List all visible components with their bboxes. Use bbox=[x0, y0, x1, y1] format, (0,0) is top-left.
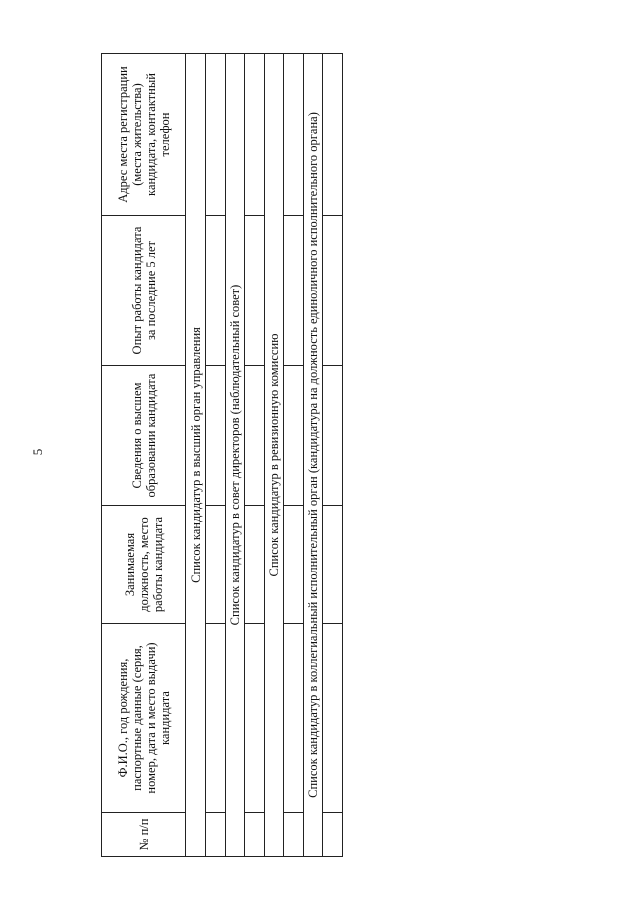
table-cell bbox=[284, 506, 304, 624]
section-title-executive-body: Список кандидатур в коллегиальный исполнительный орган (кандидатура на должность единоличного исполнительного органа) bbox=[303, 54, 323, 857]
table-cell bbox=[323, 624, 343, 813]
table-cell bbox=[206, 624, 226, 813]
section-title-governing-body: Список кандидатур в высший орган управления bbox=[186, 54, 206, 857]
table-cell bbox=[323, 216, 343, 366]
table-cell bbox=[245, 54, 265, 216]
table-cell bbox=[245, 216, 265, 366]
table-cell bbox=[245, 506, 265, 624]
table-cell bbox=[323, 366, 343, 506]
table-cell bbox=[206, 813, 226, 857]
table-cell bbox=[206, 366, 226, 506]
table-cell bbox=[206, 506, 226, 624]
candidates-table-rotated bbox=[101, 54, 343, 857]
header-position: Занимаемая должность, место работы кандидата bbox=[102, 506, 186, 624]
table-cell bbox=[323, 54, 343, 216]
section-title-audit-commission: Список кандидатур в ревизионную комиссию bbox=[264, 54, 284, 857]
section-row bbox=[225, 54, 245, 857]
table-header-row bbox=[102, 54, 186, 857]
header-education: Сведения о высшем образовании кандидата bbox=[102, 366, 186, 506]
section-title-board-of-directors: Список кандидатур в совет директоров (наблюдательный совет) bbox=[225, 54, 245, 857]
table-cell bbox=[206, 54, 226, 216]
table-row bbox=[206, 54, 226, 857]
table-cell bbox=[323, 813, 343, 857]
table-row bbox=[323, 54, 343, 857]
table-cell bbox=[284, 813, 304, 857]
table-cell bbox=[284, 216, 304, 366]
header-address: Адрес места регистрации (места жительства) кандидата, контактный телефон bbox=[102, 54, 186, 216]
header-experience: Опыт работы кандидата за последние 5 лет bbox=[102, 216, 186, 366]
section-row bbox=[303, 54, 323, 857]
table-cell bbox=[323, 506, 343, 624]
section-row bbox=[186, 54, 206, 857]
table-cell bbox=[245, 624, 265, 813]
table-cell bbox=[245, 813, 265, 857]
header-number: № п/п bbox=[102, 813, 186, 857]
table-cell bbox=[284, 366, 304, 506]
candidates-table bbox=[101, 53, 343, 857]
table-cell bbox=[284, 624, 304, 813]
table-row bbox=[284, 54, 304, 857]
table-cell bbox=[206, 216, 226, 366]
table-row bbox=[245, 54, 265, 857]
section-row bbox=[264, 54, 284, 857]
header-full-name: Ф.И.О., год рождения, паспортные данные (серия, номер, дата и место выдачи) кандидата bbox=[102, 624, 186, 813]
table-cell bbox=[284, 54, 304, 216]
page-number: 5 bbox=[30, 448, 45, 456]
table-cell bbox=[245, 366, 265, 506]
